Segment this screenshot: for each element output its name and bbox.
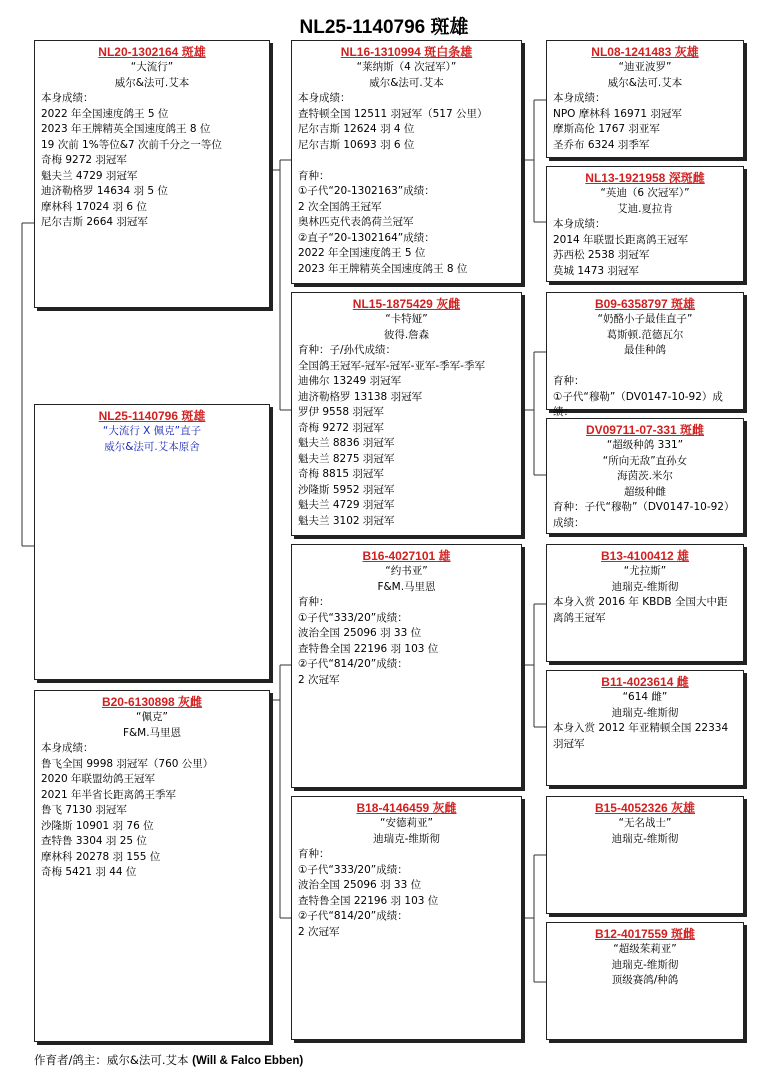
dam-dam-sire-box[interactable]: [546, 796, 744, 914]
dam-sire-name: “约书亚” F&M.马里恩: [377, 565, 436, 593]
sire-ring-number[interactable]: NL20-1302164 斑雄: [98, 45, 206, 59]
sds-record: 育种： ①子代“穆勒”（DV0147-10-92）成绩：: [553, 375, 723, 418]
dam-dam-record: 育种： ①子代“333/20”成绩： 波治全国 25096 羽 33 位 查特鲁全国 22196 羽 103 位 ②子代“814/20”成绩： 2 次冠军: [298, 848, 439, 938]
sire-dam-dam-box[interactable]: [546, 418, 744, 534]
ddd-ring-number[interactable]: B12-4017559 斑雌: [594, 927, 696, 941]
subject-ring-number[interactable]: NL25-1140796 斑雄: [98, 409, 206, 423]
dss-ring-number[interactable]: B13-4100412 雄: [600, 549, 690, 563]
sds-ring-number[interactable]: B09-6358797 斑雄: [594, 297, 696, 311]
sire-record: 本身成绩： 2022 年全国速度鸽王 5 位 2023 年王牌精英全国速度鸽王 8 位 19 次前 1%等位&7 次前千分之一等位 奇梅 9272 羽冠军 魁夫兰 4729 羽冠军 迪济勒格罗 14634 羽 5 位 摩林科 17024 羽 6 位 尼尔吉斯 2664 羽冠军: [41, 92, 222, 228]
dds-name: “无名战士” 迪瑞克-维斯彻: [611, 817, 679, 845]
dam-ring-number[interactable]: B20-6130898 灰雌: [101, 695, 203, 709]
sire-dam-ring-number[interactable]: NL15-1875429 灰雌: [352, 297, 461, 311]
dam-box[interactable]: [34, 690, 270, 1042]
breeder-label: 作育者/鸽主：威尔&法可.艾本: [34, 1053, 189, 1067]
ddd-name: “超级茱莉亚” 迪瑞克-维斯彻 顶级赛鸽/种鸽: [611, 943, 679, 986]
sire-sire-record: 本身成绩： 查特顿全国 12511 羽冠军（517 公里） 尼尔吉斯 12624 羽 4 位 尼尔吉斯 10693 羽 6 位 育种： ①子代“20-1302163”成绩： 2 次全国鸽王冠军 奥林匹克代表鸽荷兰冠军 ②直子“20-1302164”成绩： 2022 年全国速度鸽王 5 位 2023 年王牌精英全国速度鸽王 8 位: [298, 92, 488, 275]
dam-dam-ring-number[interactable]: B18-4146459 灰雌: [356, 801, 457, 815]
sire-sire-name: “莱纳斯（4 次冠军）” 威尔&法可.艾本: [356, 61, 457, 89]
dds-ring-number[interactable]: B15-4052326 灰雄: [594, 801, 696, 815]
ssd-name: “英迪（6 次冠军）” 艾迪.夏拉肯: [600, 187, 690, 215]
sdd-record: 育种：子代“穆勒”（DV0147-10-92）成绩：: [553, 501, 735, 529]
subject-box[interactable]: [34, 404, 270, 680]
sire-sire-dam-box[interactable]: [546, 166, 744, 282]
dss-name: “尤拉斯” 迪瑞克-维斯彻: [611, 565, 679, 593]
dsd-ring-number[interactable]: B11-4023614 雌: [601, 675, 689, 689]
subject-description: “大流行 X 佩克”直子 威尔&法可.艾本原舍: [102, 425, 202, 453]
dam-dam-box[interactable]: [291, 796, 522, 1040]
dam-name: “佩克” F&M.马里恩: [122, 711, 182, 739]
sss-ring-number[interactable]: NL08-1241483 灰雄: [591, 45, 699, 59]
sire-sire-box[interactable]: [291, 40, 522, 284]
page-title: NL25-1140796 斑雄: [299, 17, 469, 38]
sdd-ring-number[interactable]: DV09711-07-331 斑雌: [585, 423, 705, 437]
dam-sire-ring-number[interactable]: B16-4027101 雄: [362, 549, 451, 563]
dam-sire-box[interactable]: [291, 544, 522, 788]
dam-dam-dam-box[interactable]: [546, 922, 744, 1040]
dss-record: 本身入赏 2016 年 KBDB 全国大中距离鸽王冠军: [553, 596, 728, 624]
sdd-name: “超级种鸽 331” “所向无敌”直孙女 海茵茨.米尔 超级种雌: [602, 439, 688, 498]
sire-box[interactable]: [34, 40, 270, 308]
sire-dam-record: 育种：子/孙代成绩： 全国鸽王冠军-冠军-冠军-亚军-季军-季军 迪佛尔 13249 羽冠军 迪济勒格罗 13138 羽冠军 罗伊 9558 羽冠军 奇梅 9272 羽冠军 魁夫兰 8836 羽冠军 魁夫兰 8275 羽冠军 奇梅 8815 羽冠军 沙隆斯 5952 羽冠军 魁夫兰 4729 羽冠军 魁夫兰 3102 羽冠军: [298, 344, 485, 527]
ssd-record: 本身成绩： 2014 年联盟长距离鸽王冠军 苏西松 2538 羽冠军 莫城 1473 羽冠军: [553, 218, 689, 277]
sss-name: “迪亚波罗” 威尔&法可.艾本: [607, 61, 683, 89]
sire-dam-name: “卡特娅” 彼得.詹森: [383, 313, 430, 341]
breeder-footer: [34, 1052, 303, 1068]
sire-dam-sire-box[interactable]: [546, 292, 744, 418]
ssd-ring-number[interactable]: NL13-1921958 深斑雌: [585, 171, 705, 185]
dam-sire-sire-box[interactable]: [546, 544, 744, 662]
dam-dam-name: “安德莉亚” 迪瑞克-维斯彻: [373, 817, 440, 845]
sds-name: “奶酪小子最佳直子” 葛斯顿.范德瓦尔 最佳种鸽: [597, 313, 693, 356]
sire-name: “大流行” 威尔&法可.艾本: [114, 61, 190, 89]
dsd-name: “614 雌” 迪瑞克-维斯彻: [611, 691, 679, 719]
sire-sire-ring-number[interactable]: NL16-1310994 斑白条雄: [340, 45, 473, 59]
sire-dam-box[interactable]: [291, 292, 522, 536]
dam-sire-dam-box[interactable]: [546, 670, 744, 786]
dam-sire-record: 育种： ①子代“333/20”成绩： 波治全国 25096 羽 33 位 查特鲁全国 22196 羽 103 位 ②子代“814/20”成绩： 2 次冠军: [298, 596, 439, 686]
dsd-record: 本身入赏 2012 年亚精顿全国 22334 羽冠军: [553, 722, 729, 750]
sire-sire-sire-box[interactable]: [546, 40, 744, 158]
breeder-english-name: (Will & Falco Ebben): [192, 1055, 304, 1067]
sss-record: 本身成绩： NPO 摩林科 16971 羽冠军 摩斯高伦 1767 羽亚军 圣乔布 6324 羽季军: [553, 92, 682, 151]
dam-record: 本身成绩： 鲁飞全国 9998 羽冠军（760 公里） 2020 年联盟幼鸽王冠军 2021 年半省长距离鸽王季军 鲁飞 7130 羽冠军 沙隆斯 10901 羽 76 位 查特鲁 3304 羽 25 位 摩林科 20278 羽 155 位 奇梅 5421 羽 44 位: [41, 742, 214, 878]
